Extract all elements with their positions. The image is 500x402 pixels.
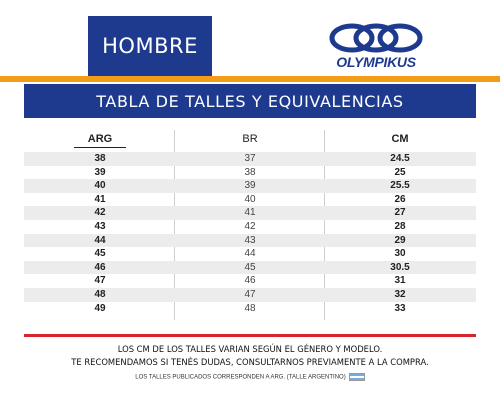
cell-br: 46 xyxy=(244,275,256,287)
header-arg: ARG xyxy=(87,133,113,145)
cell-cm: 26 xyxy=(394,193,406,205)
cell-br: 37 xyxy=(244,153,256,164)
cell-arg: 47 xyxy=(94,275,106,287)
table-row xyxy=(24,193,476,207)
cell-cm: 24.5 xyxy=(390,153,410,164)
table-row xyxy=(24,166,476,180)
cell-arg: 46 xyxy=(94,261,106,273)
red-divider xyxy=(24,334,476,337)
cell-arg: 48 xyxy=(94,288,106,300)
cell-cm: 28 xyxy=(394,220,406,232)
footnote-text: LOS TALLES PUBLICADOS CORRESPONDEN A ARG. (TALLE ARGENTINO) xyxy=(135,374,346,381)
cell-cm: 33 xyxy=(394,302,406,314)
table-row xyxy=(24,288,476,302)
cell-arg: 44 xyxy=(94,234,106,246)
table-row xyxy=(24,179,476,193)
table-title: TABLA DE TALLES Y EQUIVALENCIAS xyxy=(96,91,404,111)
cell-arg: 40 xyxy=(94,180,106,192)
table-row xyxy=(24,152,476,166)
cell-br: 40 xyxy=(244,193,256,205)
table-row xyxy=(24,261,476,275)
cell-br: 38 xyxy=(244,166,256,178)
table-row xyxy=(24,247,476,261)
olympikus-logo xyxy=(326,22,426,72)
cell-cm: 30 xyxy=(394,248,406,260)
table-row xyxy=(24,220,476,234)
table-header xyxy=(24,130,476,148)
cell-br: 42 xyxy=(244,220,256,232)
cell-br: 48 xyxy=(244,302,256,314)
note-line-1: LOS CM DE LOS TALLES VARIAN SEGÚN EL GÉNERO Y MODELO. xyxy=(117,344,383,354)
header-cm: CM xyxy=(391,133,409,145)
table-row xyxy=(24,234,476,248)
cell-br: 44 xyxy=(244,248,256,260)
cell-cm: 27 xyxy=(394,207,406,219)
category-label: HOMBRE xyxy=(102,34,198,58)
cell-cm: 32 xyxy=(394,288,406,300)
cell-br: 43 xyxy=(244,234,256,246)
table-title-bar xyxy=(24,84,476,118)
cell-arg: 41 xyxy=(94,193,106,205)
footnote xyxy=(0,373,500,381)
cell-cm: 30.5 xyxy=(390,261,410,273)
table-body xyxy=(24,152,476,315)
cell-arg: 39 xyxy=(94,166,106,178)
cell-br: 39 xyxy=(244,180,256,192)
argentina-flag-icon xyxy=(349,373,365,381)
cell-arg: 45 xyxy=(94,248,106,260)
orange-accent-bar xyxy=(0,76,500,82)
table-row xyxy=(24,206,476,220)
cell-arg: 43 xyxy=(94,220,106,232)
cell-br: 41 xyxy=(244,207,256,219)
cell-arg: 49 xyxy=(94,302,106,314)
cell-br: 45 xyxy=(244,261,256,273)
logo-rings-icon xyxy=(326,22,426,54)
category-tab xyxy=(88,16,212,76)
table-row xyxy=(24,302,476,316)
size-table xyxy=(24,130,476,320)
cell-cm: 29 xyxy=(394,234,406,246)
cell-br: 47 xyxy=(244,288,256,300)
header-underline xyxy=(74,147,126,148)
cell-cm: 25.5 xyxy=(390,180,410,192)
header-br: BR xyxy=(242,133,258,145)
brand-name: OLYMPIKUS xyxy=(336,54,416,70)
table-row xyxy=(24,274,476,288)
note-line-2: TE RECOMENDAMOS SI TENÉS DUDAS, CONSULTARNOS PREVIAMENTE A LA COMPRA. xyxy=(71,357,429,367)
cell-arg: 38 xyxy=(94,153,106,164)
cell-cm: 25 xyxy=(394,166,406,178)
cell-cm: 31 xyxy=(394,275,406,287)
cell-arg: 42 xyxy=(94,207,106,219)
